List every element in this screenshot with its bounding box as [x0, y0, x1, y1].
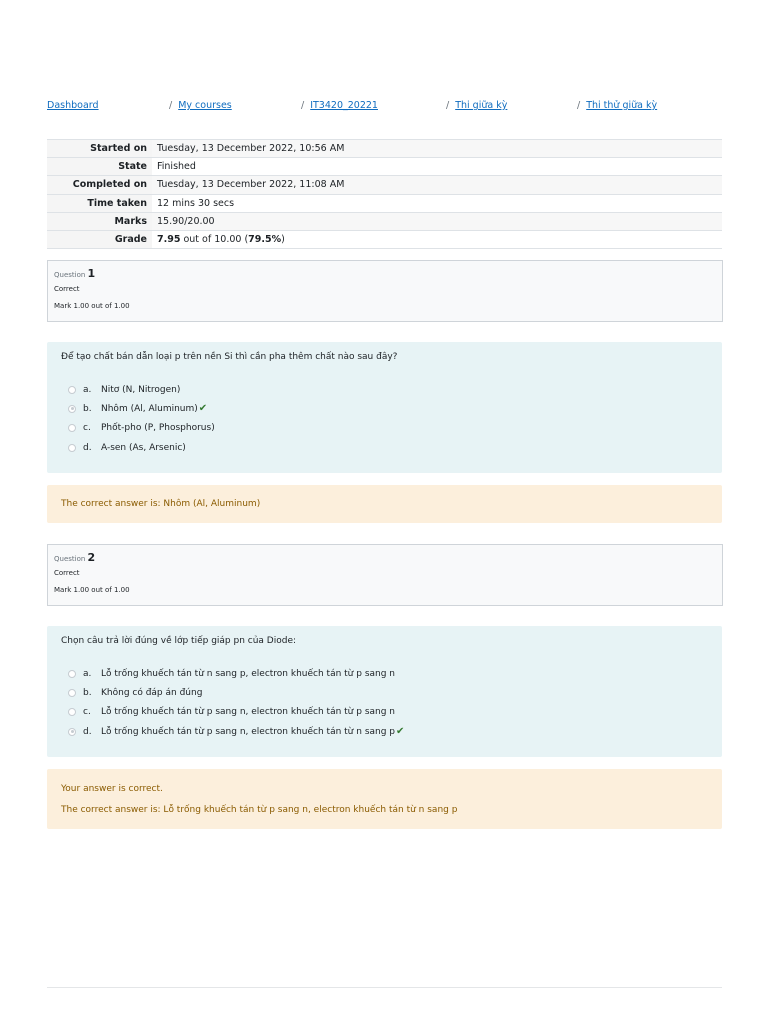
breadcrumb-item-dashboard [47, 100, 99, 111]
summary-row-time [47, 194, 722, 212]
summary-label: Time taken [47, 194, 152, 212]
answer-text: Nhôm (Al, Aluminum) [101, 403, 198, 414]
answer-text: Nitơ (N, Nitrogen) [101, 384, 181, 395]
correct-answer-feedback: The correct answer is: Nhôm (Al, Aluminum) [61, 499, 261, 509]
summary-value: 15.90/20.00 [152, 212, 722, 230]
summary-row-started [47, 140, 722, 158]
summary-label: State [47, 158, 152, 176]
answer-letter: a. [83, 384, 92, 395]
breadcrumb-link-dashboard[interactable]: Dashboard [47, 100, 99, 111]
radio-button[interactable] [68, 728, 76, 736]
answer-text: Không có đáp án đúng [101, 687, 203, 698]
breadcrumb [47, 100, 727, 114]
answer-letter: b. [83, 403, 92, 414]
summary-label: Completed on [47, 176, 152, 194]
answer-text: Phốt-pho (P, Phosphorus) [101, 423, 215, 434]
answer-text: Lỗ trống khuếch tán từ p sang n, electron khuếch tán từ n sang p [101, 726, 396, 737]
summary-value: Tuesday, 13 December 2022, 11:08 AM [152, 176, 722, 194]
answer-letter: d. [83, 726, 92, 737]
check-icon: ✔ [396, 726, 405, 738]
question-number-value: 1 [87, 267, 96, 280]
summary-row-marks [47, 212, 722, 230]
question-text: Để tạo chất bán dẫn loại p trên nền Si thì cần pha thêm chất nào sau đây? [61, 352, 398, 362]
breadcrumb-link-course[interactable]: IT3420_20221 [310, 100, 378, 111]
summary-value: 12 mins 30 secs [152, 194, 722, 212]
summary-label: Grade [47, 230, 152, 248]
question-label: Question [54, 555, 86, 563]
question-text: Chọn câu trả lời đúng về lớp tiếp giáp pn của Diode: [61, 636, 297, 646]
answer-option-b[interactable] [61, 683, 708, 702]
breadcrumb-link-quiz[interactable]: Thi thử giữa kỳ [586, 100, 658, 111]
answer-text: A-sen (As, Arsenic) [101, 442, 186, 453]
summary-row-state [47, 158, 722, 176]
answer-text: Lỗ trống khuếch tán từ n sang p, electron khuếch tán từ p sang n [101, 668, 396, 679]
answer-letter: d. [83, 442, 92, 453]
question-state: Correct [54, 569, 80, 577]
answer-letter: c. [83, 423, 91, 434]
summary-row-completed [47, 176, 722, 194]
radio-button[interactable] [68, 689, 76, 697]
question-number [54, 551, 716, 564]
question-2-formulation [47, 626, 722, 757]
question-2-feedback [47, 769, 722, 829]
radio-button[interactable] [68, 444, 76, 452]
summary-row-grade [47, 230, 722, 248]
radio-button[interactable] [68, 670, 76, 678]
radio-button[interactable] [68, 405, 76, 413]
breadcrumb-separator: / [446, 100, 450, 111]
breadcrumb-item-course [301, 100, 378, 111]
question-number [54, 267, 716, 280]
grade-close: ) [281, 234, 285, 246]
question-state: Correct [54, 285, 80, 293]
answer-option-a[interactable] [61, 664, 708, 683]
breadcrumb-item-my-courses [169, 100, 232, 111]
answer-option-b[interactable] [61, 399, 708, 418]
check-icon: ✔ [198, 403, 208, 415]
summary-label: Started on [47, 140, 152, 158]
question-mark: Mark 1.00 out of 1.00 [54, 302, 130, 310]
answer-option-d[interactable] [61, 722, 708, 741]
breadcrumb-item-section [446, 100, 507, 111]
summary-value: Finished [152, 158, 722, 176]
answer-option-d[interactable] [61, 438, 708, 457]
radio-button[interactable] [68, 386, 76, 394]
question-label: Question [54, 271, 86, 279]
answer-option-c[interactable] [61, 419, 708, 438]
answer-letter: b. [83, 687, 92, 698]
breadcrumb-separator: / [301, 100, 305, 111]
summary-value [152, 230, 722, 248]
question-mark: Mark 1.00 out of 1.00 [54, 586, 130, 594]
grade-score: 7.95 [157, 234, 181, 246]
general-feedback: Your answer is correct. [61, 783, 163, 794]
radio-button[interactable] [68, 424, 76, 432]
radio-button[interactable] [68, 708, 76, 716]
question-1-formulation [47, 342, 722, 473]
breadcrumb-separator: / [169, 100, 173, 111]
footer-divider [47, 987, 722, 988]
answer-text: Lỗ trống khuếch tán từ p sang n, electron khuếch tán từ p sang n [101, 707, 396, 718]
question-1-feedback [47, 485, 722, 523]
summary-label: Marks [47, 212, 152, 230]
breadcrumb-separator: / [577, 100, 581, 111]
breadcrumb-item-quiz [577, 100, 657, 111]
summary-value: Tuesday, 13 December 2022, 10:56 AM [152, 140, 722, 158]
answer-option-c[interactable] [61, 703, 708, 722]
breadcrumb-link-section[interactable]: Thi giữa kỳ [455, 100, 508, 111]
grade-percent: 79.5% [248, 234, 282, 246]
grade-out-of: out of 10.00 ( [180, 234, 249, 246]
question-1-info [47, 260, 723, 322]
answer-option-a[interactable] [61, 380, 708, 399]
breadcrumb-link-my-courses[interactable]: My courses [178, 100, 232, 111]
answer-letter: c. [83, 707, 91, 718]
correct-answer-feedback: The correct answer is: Lỗ trống khuếch tán từ p sang n, electron khuếch tán từ n sang p [61, 804, 458, 815]
answer-letter: a. [83, 668, 92, 679]
question-number-value: 2 [87, 551, 96, 564]
question-2-info [47, 544, 723, 606]
attempt-summary-table [47, 139, 722, 249]
